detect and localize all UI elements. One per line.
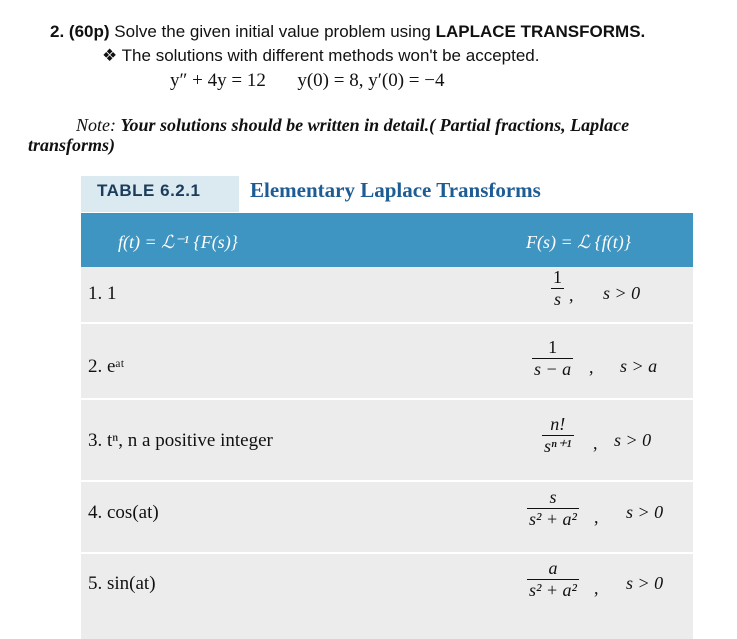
initial-conditions: y(0) = 8, y′(0) = −4 [297,70,445,91]
note-text-1: Your solutions should be written in detail.( Partial fractions, Laplace [120,115,630,135]
diamond-bullet-icon: ❖ [102,46,118,65]
fraction-numerator: 1 [548,337,558,357]
table-row-transform [532,337,573,380]
header-transform: F(s) = ℒ {f(t)} [526,232,631,252]
table-row-function: 5. sin(at) [88,573,156,594]
fraction-denominator: s² + a² [529,580,577,600]
note-line-2 [28,135,115,156]
note-label: Note: [76,115,116,135]
fraction-numerator: n! [550,414,566,434]
row-divider [81,398,693,400]
table-title: Elementary Laplace Transforms [250,178,541,202]
table-row-transform [551,267,564,310]
fraction-denominator: sⁿ⁺¹ [544,436,572,456]
table-row-transform [542,414,574,457]
question-points: (60p) [68,22,110,41]
table-row-function: 2. eᵃᵗ [88,356,125,377]
table-row-condition: s > 0 [626,502,664,522]
question-text: Solve the given initial value problem using [114,22,431,41]
fraction-denominator: s² + a² [529,509,577,529]
table-row-function: 1. 1 [88,283,117,304]
row-divider [81,552,693,554]
fraction-numerator: s [549,487,557,507]
fraction-numerator: 1 [553,267,562,287]
ivp-equation [170,70,444,92]
table-row-condition: s > 0 [603,283,641,303]
question-bullet [102,46,539,66]
note-text-2: transforms) [28,135,116,155]
table-row-transform [527,558,579,601]
fraction-numerator: a [548,558,558,578]
differential-equation: y″ + 4y = 12 [170,70,266,91]
note-line-1 [76,115,629,136]
fraction-denominator: s [551,288,564,310]
header-inverse-transform: f(t) = ℒ⁻¹ {F(s)} [118,232,238,252]
fraction-denominator: s − a [534,359,572,379]
table-row-condition: s > 0 [614,430,652,450]
row-divider [81,322,693,324]
table-row-function: 3. tⁿ, n a positive integer [88,430,273,451]
table-row-condition: s > a [620,356,658,376]
question-number: 2. [50,22,65,41]
question-heading [50,22,645,42]
bullet-text: The solutions with different methods won't be accepted. [121,46,540,65]
row-divider [81,480,693,482]
table-label: TABLE 6.2.1 [97,181,201,200]
table-row-condition: s > 0 [626,573,664,593]
question-method: LAPLACE TRANSFORMS. [435,22,646,41]
table-row-transform [527,487,579,530]
table-row-function: 4. cos(at) [88,502,159,523]
